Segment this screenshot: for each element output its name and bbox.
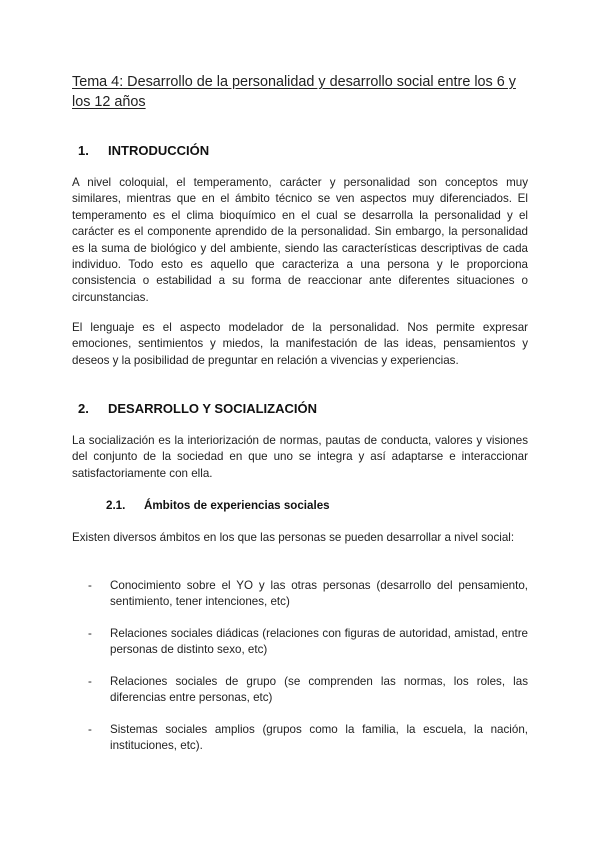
subsection-title: Ámbitos de experiencias sociales	[144, 499, 330, 512]
paragraph: Existen diversos ámbitos en los que las personas se pueden desarrollar a nivel social:	[72, 531, 515, 544]
section-number: 2.	[78, 401, 89, 416]
section-title: DESARROLLO Y SOCIALIZACIÓN	[108, 401, 317, 416]
bullet-marker: -	[88, 675, 92, 688]
list-item-text: Sistemas sociales amplios (grupos como la familia, la escuela, la nación, instituciones, etc).	[110, 723, 528, 753]
list-item	[72, 578, 528, 611]
list-item-text: Relaciones sociales diádicas (relaciones con figuras de autoridad, amistad, entre personas de distinto sexo, etc)	[110, 627, 528, 657]
subsection-number: 2.1.	[106, 499, 126, 512]
paragraph: A nivel coloquial, el temperamento, carácter y personalidad son conceptos muy similares, mientras que en el ámbito técnico se ven aspectos muy diferenciados. El temperamento es el clima bioquímico en el cual se desarrolla la personalidad y el carácter es el componente aprendido de la personalidad. Sin embargo, la personalidad es la suma de biológico y del ambiente, siendo las características descriptivas de cada individuo. Todo esto es aquello que caracteriza a una persona y le proporciona consistencia o estabilidad a su forma de reaccionar ante diferentes situaciones o circunstancias.	[72, 176, 528, 304]
list-item-text: Relaciones sociales de grupo (se comprenden las normas, los roles, las diferencias entre personas, etc)	[110, 675, 528, 705]
list-item	[72, 674, 528, 707]
section-number: 1.	[78, 143, 89, 158]
list-item-text: Conocimiento sobre el YO y las otras personas (desarrollo del pensamiento, sentimiento, tener intenciones, etc)	[110, 579, 528, 609]
subsection-heading	[106, 498, 330, 514]
bullet-marker: -	[88, 579, 92, 592]
section-heading-desarrollo	[78, 401, 317, 417]
paragraph: El lenguaje es el aspecto modelador de la personalidad. Nos permite expresar emociones, sentimientos y miedos, la manifestación de las ideas, pensamientos y deseos y la posibilidad de preguntar en relación a vivencias y experiencias.	[72, 321, 528, 367]
list-item	[72, 722, 528, 755]
paragraph: La socialización es la interiorización de normas, pautas de conducta, valores y visiones del conjunto de la sociedad en que uno se integra y así adaptarse e interaccionar satisfactoriamente con ella.	[72, 434, 528, 480]
section-title: INTRODUCCIÓN	[108, 143, 210, 158]
document-title: Tema 4: Desarrollo de la personalidad y desarrollo social entre los 6 y los 12 años	[72, 74, 516, 110]
bullet-marker: -	[88, 723, 92, 736]
section-heading-introduccion	[78, 143, 209, 159]
list-item	[72, 626, 528, 659]
bullet-marker: -	[88, 627, 92, 640]
